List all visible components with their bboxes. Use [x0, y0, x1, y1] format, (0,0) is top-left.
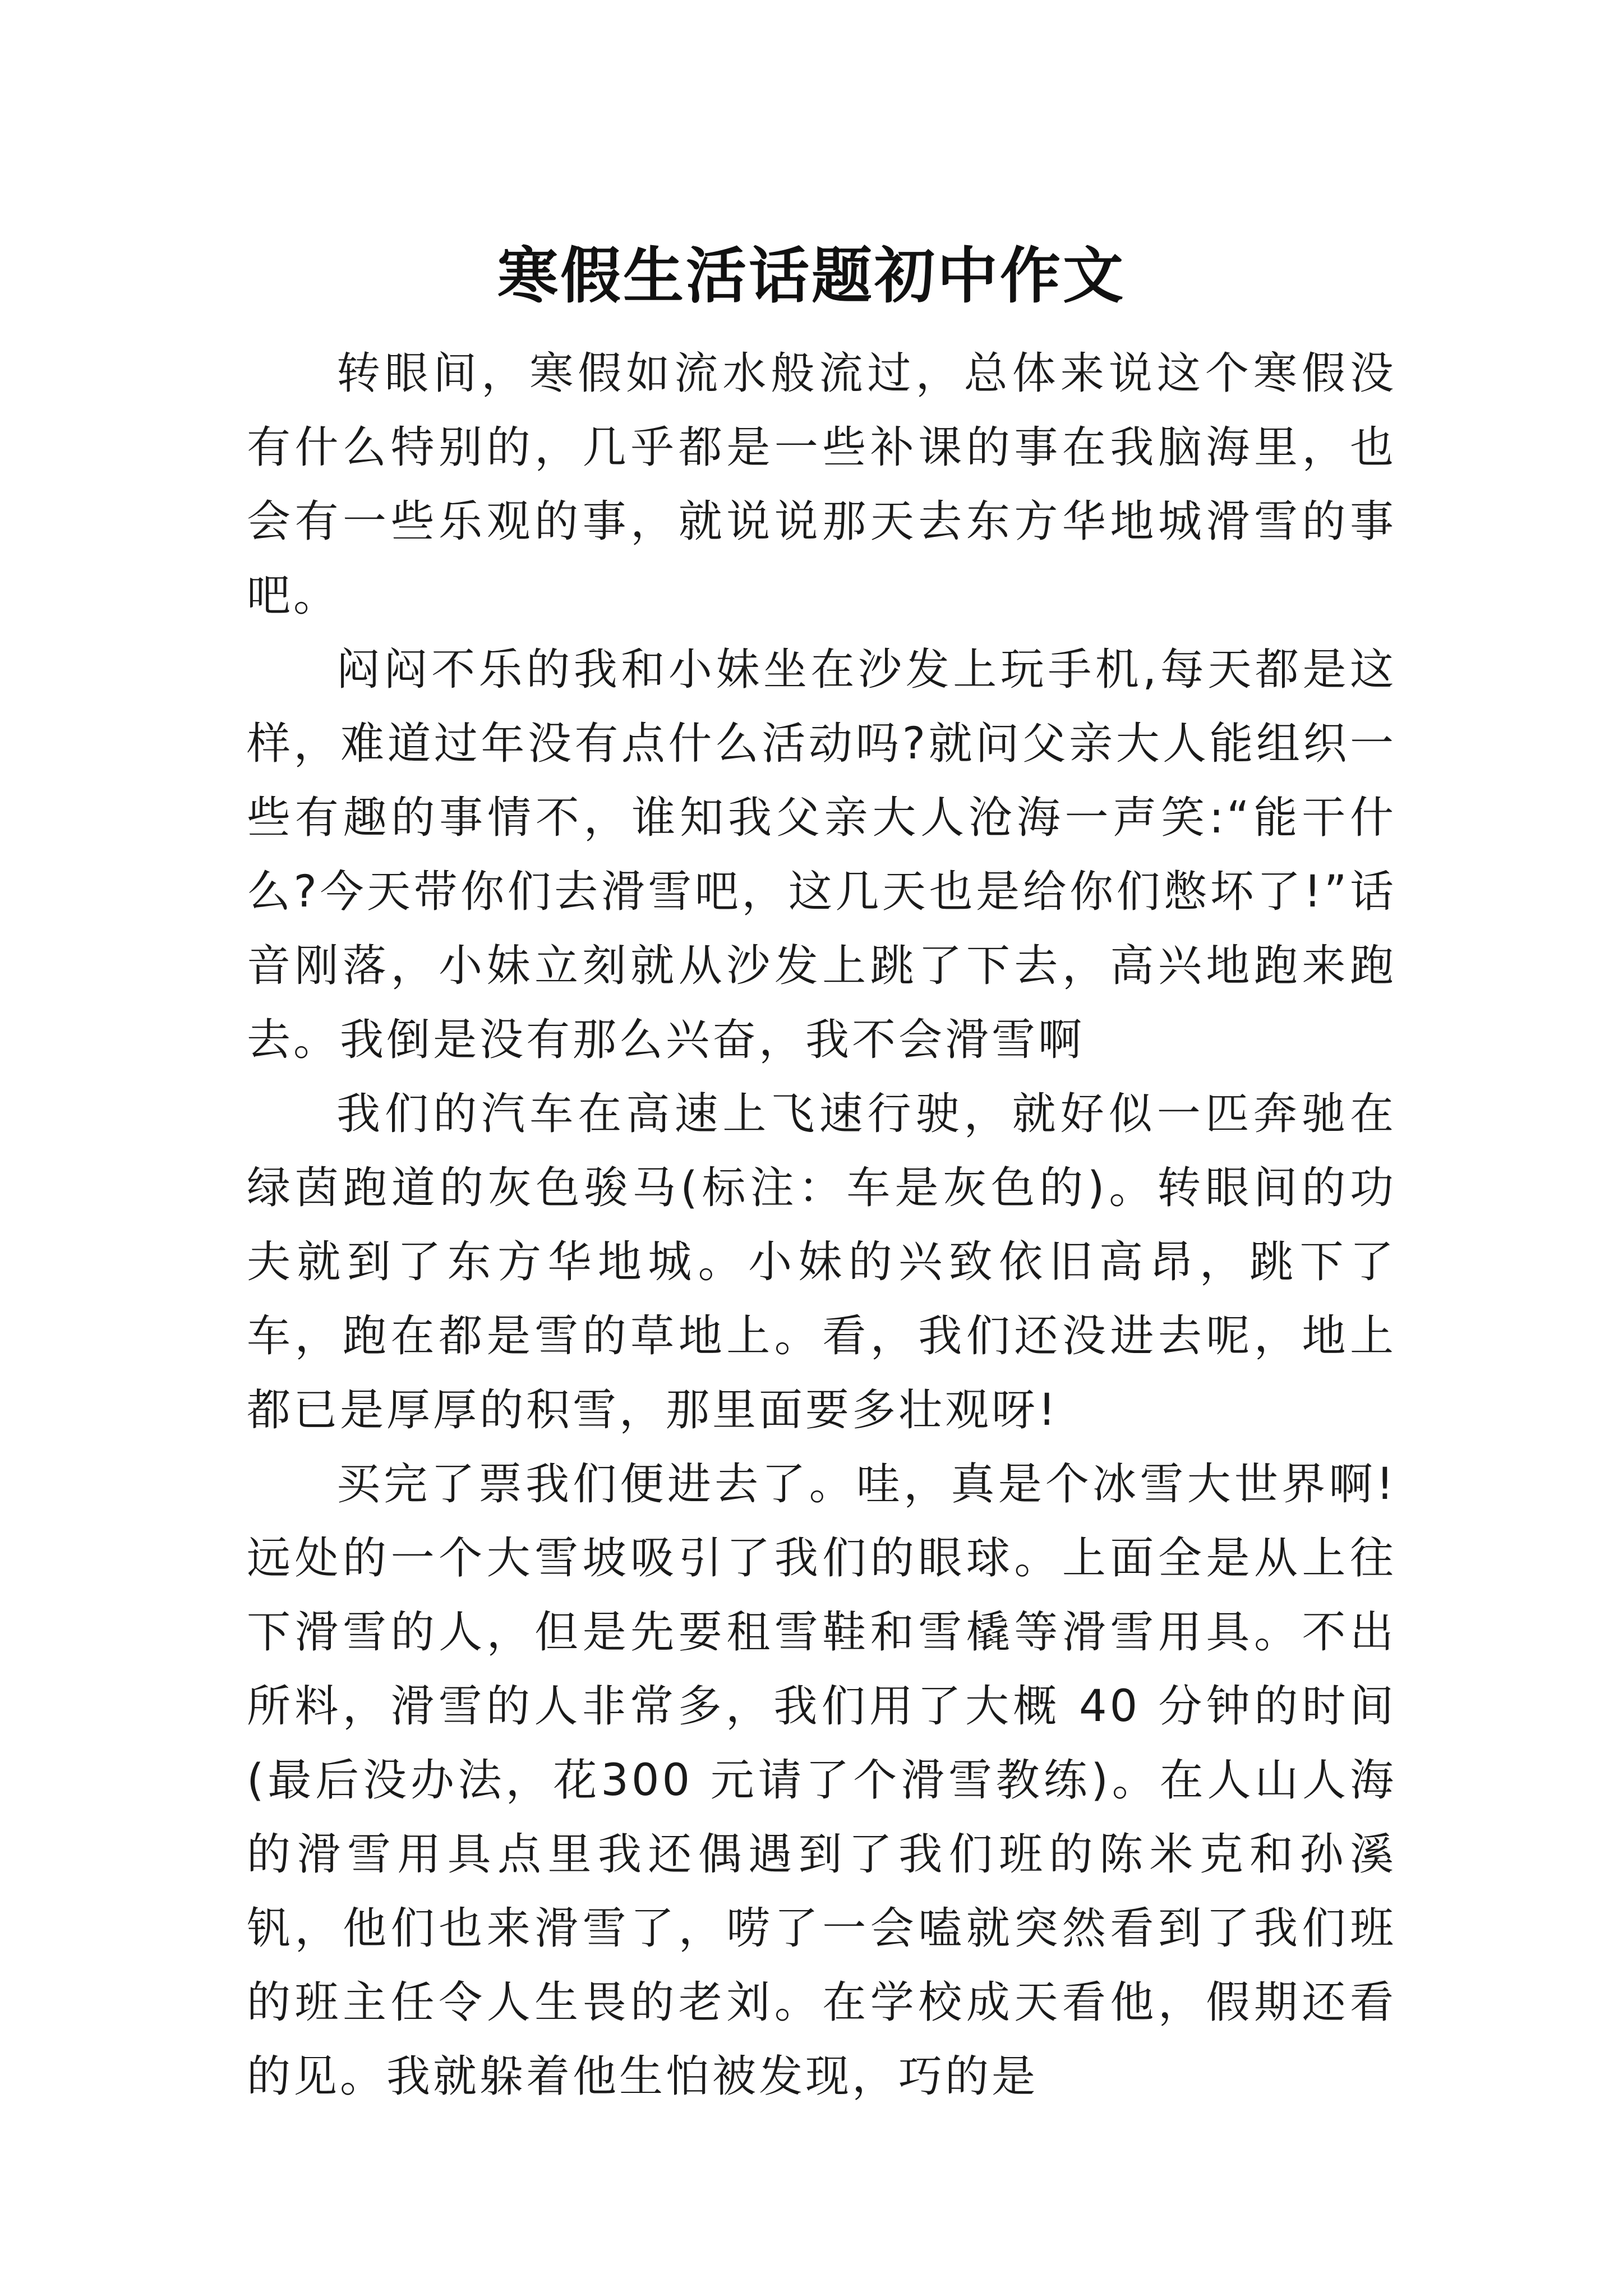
- document-title: 寒假生活话题初中作文: [497, 241, 1126, 312]
- paragraph: 闷闷不乐的我和小妹坐在沙发上玩手机,每天都是这样，难道过年没有点什么活动吗?就问父亲大人能组织一些有趣的事情不，谁知我父亲大人沧海一声笑:“能干什么?今天带你们去滑雪吧，这几天也是给你们憋坏了!”话音刚落，小妹立刻就从沙发上跳了下去，高兴地跑来跑去。我倒是没有那么兴奋，我不会滑雪啊: [247, 645, 1396, 1065]
- paragraph: 我们的汽车在高速上飞速行驶，就好似一匹奔驰在绿茵跑道的灰色骏马(标注：车是灰色的)。转眼间的功夫就到了东方华地城。小妹的兴致依旧高昂，跳下了车，跑在都是雪的草地上。看，我们还没进去呢，地上都已是厚厚的积雪，那里面要多壮观呀!: [247, 1089, 1396, 1435]
- paragraph: 买完了票我们便进去了。哇，真是个冰雪大世界啊!远处的一个大雪坡吸引了我们的眼球。上面全是从上往下滑雪的人，但是先要租雪鞋和雪橇等滑雪用具。不出所料，滑雪的人非常多，我们用了大概 40 分钟的时间(最后没办法，花300 元请了个滑雪教练)。在人山人海的滑雪用具点里我还偶遇到了我们班的陈米克和孙溪钒，他们也来滑雪了，唠了一会嗑就突然看到了我们班的班主任令人生畏的老刘。在学校成天看他，假期还看的见。我就躲着他生怕被发现，巧的是: [247, 1459, 1396, 2102]
- paragraph: 转眼间，寒假如流水般流过，总体来说这个寒假没有什么特别的，几乎都是一些补课的事在我脑海里，也会有一些乐观的事，就说说那天去东方华地城滑雪的事吧。: [247, 348, 1396, 621]
- document-body: [247, 337, 1396, 2114]
